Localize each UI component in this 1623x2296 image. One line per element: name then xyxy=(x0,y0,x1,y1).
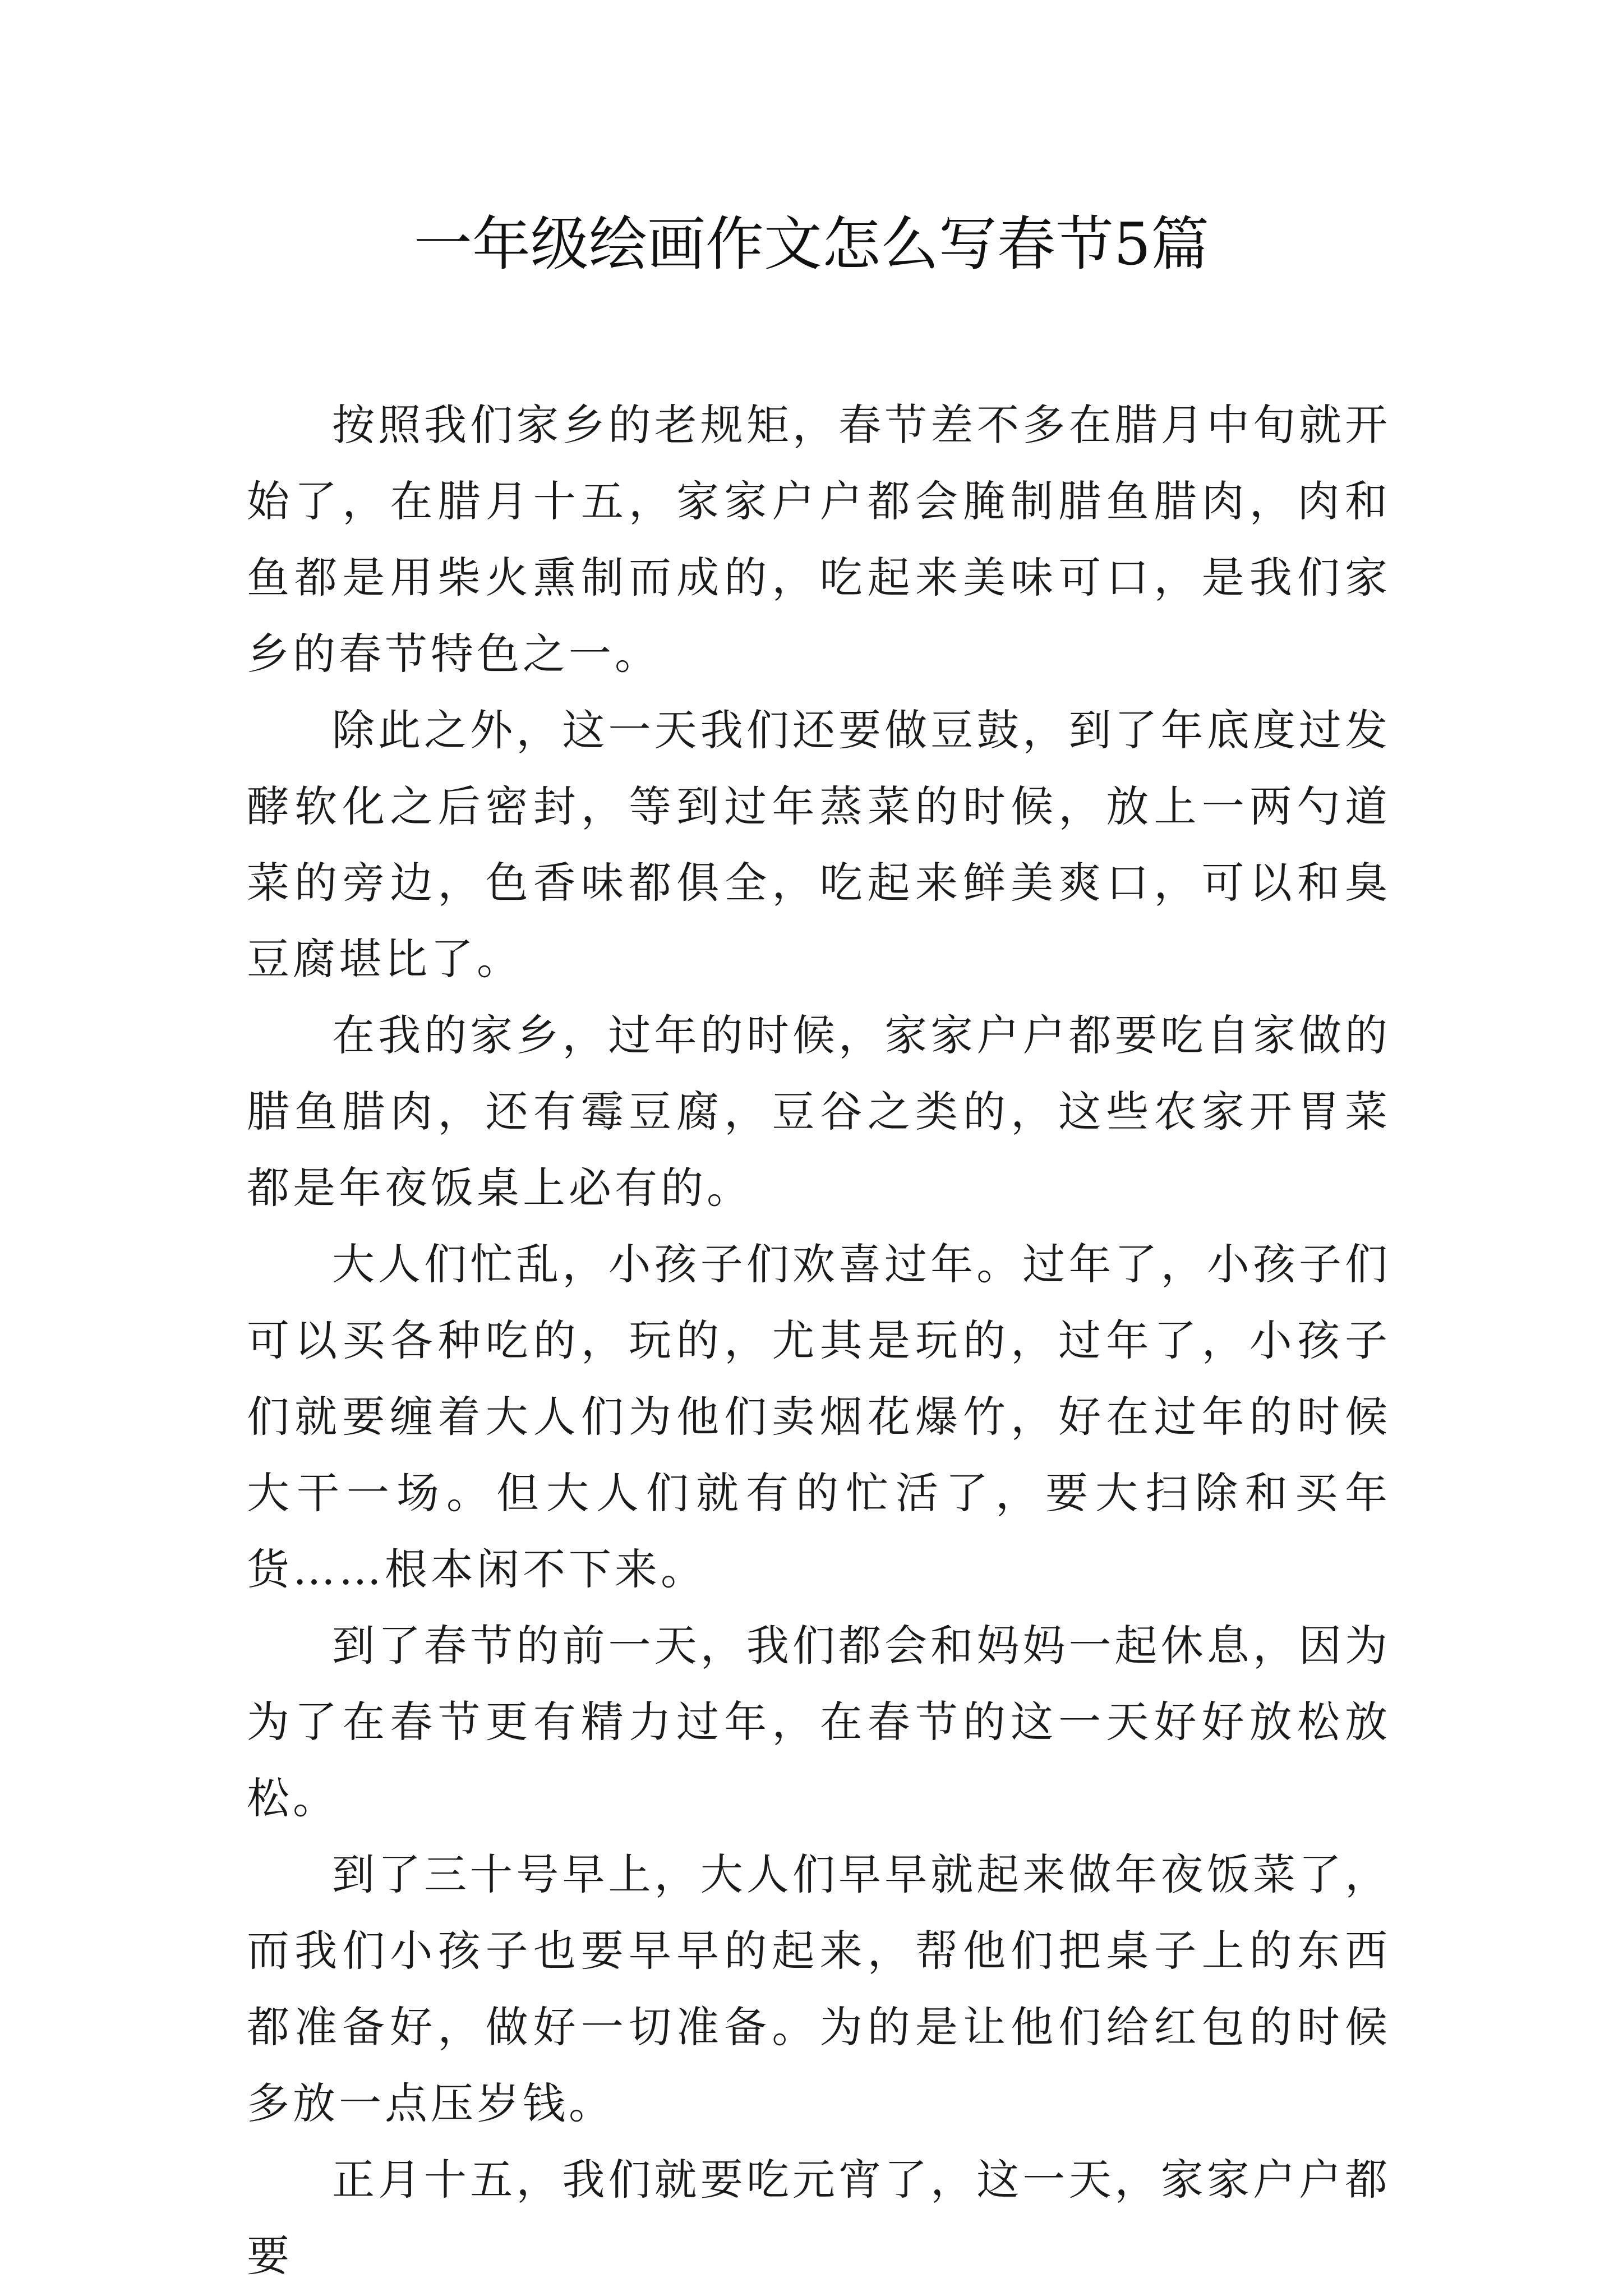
document-body xyxy=(247,387,1391,2294)
paragraph-6: 到了三十号早上，大人们早早就起来做年夜饭菜了，而我们小孩子也要早早的起来，帮他们把桌子上的东西都准备好，做好一切准备。为的是让他们给红包的时候多放一点压岁钱。 xyxy=(247,1849,1391,2128)
paragraph-1: 按照我们家乡的老规矩，春节差不多在腊月中旬就开始了，在腊月十五，家家户户都会腌制腊鱼腊肉，肉和鱼都是用柴火熏制而成的，吃起来美味可口，是我们家乡的春节特色之一。 xyxy=(247,400,1391,679)
paragraph-3: 在我的家乡，过年的时候，家家户户都要吃自家做的腊鱼腊肉，还有霉豆腐，豆谷之类的，这些农家开胃菜都是年夜饭桌上必有的。 xyxy=(247,1010,1391,1213)
paragraph-5: 到了春节的前一天，我们都会和妈妈一起休息，因为为了在春节更有精力过年，在春节的这一天好好放松放松。 xyxy=(247,1621,1391,1823)
paragraph-4: 大人们忙乱，小孩子们欢喜过年。过年了，小孩子们可以买各种吃的，玩的，尤其是玩的，过年了，小孩子们就要缠着大人们为他们卖烟花爆竹，好在过年的时候大干一场。但大人们就有的忙活了，要大扫除和买年货……根本闲不下来。 xyxy=(247,1239,1391,1594)
paragraph-2: 除此之外，这一天我们还要做豆鼓，到了年底度过发酵软化之后密封，等到过年蒸菜的时候，放上一两勺道菜的旁边，色香味都俱全，吃起来鲜美爽口，可以和臭豆腐堪比了。 xyxy=(247,705,1391,984)
paragraph-7: 正月十五，我们就要吃元宵了，这一天，家家户户都要 xyxy=(247,2155,1391,2281)
document-title: 一年级绘画作文怎么写春节5篇 xyxy=(413,210,1210,278)
